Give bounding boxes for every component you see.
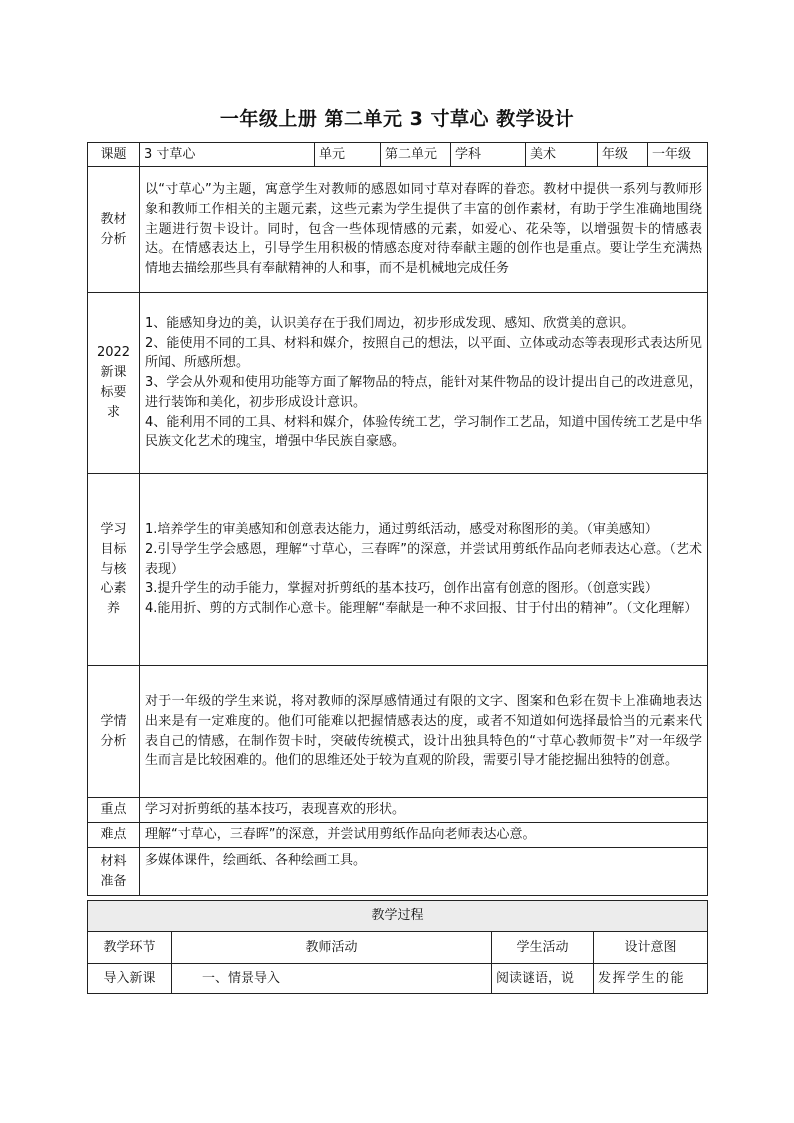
learning-goals-text <box>140 474 708 666</box>
lesson-info-table <box>87 142 708 896</box>
materials-row <box>88 848 708 896</box>
table-row <box>88 964 708 994</box>
lesson-value: 3 寸草心 <box>140 143 315 167</box>
standard-item-2: 2、能使用不同的工具、材料和媒介，按照自己的想法，以平面、立体或动态等表现形式表达所见所闻、所感所想。 <box>145 335 702 371</box>
document-title: 一年级上册 第二单元 3 寸草心 教学设计 <box>219 108 575 130</box>
student-analysis-text: 对于一年级的学生来说，将对教师的深厚感情通过有限的文字、图案和色彩在贺卡上准确地表达出来是有一定难度的。他们可能难以把握情感表达的度，或者不知道如何选择最恰当的元素来代表自己的情感，在制作贺卡时，突破传统模式，设计出独具特色的“寸草心教师贺卡”对一年级学生而言是比较困难的。他们的思维还处于较为直观的阶段，需要引导才能挖掘出独特的创意。 <box>140 666 708 798</box>
teaching-process-table <box>87 900 708 994</box>
standard-item-3: 3、学会从外观和使用功能等方面了解物品的特点，能针对某件物品的设计提出自己的改进意见，进行装饰和美化，初步形成设计意识。 <box>145 375 702 410</box>
standard-item-4: 4、能利用不同的工具、材料和媒介，体验传统工艺，学习制作工艺品，知道中国传统工艺是中华民族文化艺术的瑰宝，增强中华民族自豪感。 <box>145 414 702 450</box>
lesson-label: 课题 <box>88 143 140 167</box>
design-intent-cell: 发挥学生的能 <box>594 964 708 994</box>
standard-item-1: 1、能感知身边的美，认识美存在于我们周边，初步形成发现、感知、欣赏美的意识。 <box>145 315 635 331</box>
difficulty-label: 难点 <box>88 823 140 848</box>
curriculum-standard-row <box>88 293 708 474</box>
subject-label: 学科 <box>451 143 526 167</box>
process-heading: 教学过程 <box>88 901 708 932</box>
materials-text: 多媒体课件，绘画纸、各种绘画工具。 <box>140 848 708 896</box>
goal-item-4: 4.能用折、剪的方式制作心意卡。能理解“奉献是一种不求回报、甘于付出的精神”。（文化理解） <box>145 601 698 617</box>
teacher-activity-cell: 一、情景导入 <box>172 964 492 994</box>
student-analysis-row <box>88 666 708 798</box>
material-analysis-text: 以“寸草心”为主题，寓意学生对教师的感恩如同寸草对春晖的眷恋。教材中提供一系列与教师形象和教师工作相关的主题元素，这些元素为学生提供了丰富的创作素材，有助于学生准确地围绕主题进行贺卡设计。同时，包含一些体现情感的元素，如爱心、花朵等，以增强贺卡的情感表达。在情感表达上，引导学生用积极的情感态度对待奉献主题的创作也是重点。要让学生充满热情地去描绘那些具有奉献精神的人和事，而不是机械地完成任务 <box>140 167 708 293</box>
student-activity-cell: 阅读谜语，说 <box>492 964 594 994</box>
column-header-stage: 教学环节 <box>88 932 172 964</box>
grade-label: 年级 <box>598 143 648 167</box>
materials-label: 材料 准备 <box>88 848 140 896</box>
unit-label: 单元 <box>315 143 381 167</box>
difficulty-row <box>88 823 708 848</box>
goal-item-1: 1.培养学生的审美感知和创意表达能力，通过剪纸活动，感受对称图形的美。（审美感知） <box>145 522 658 537</box>
material-analysis-label: 教材 分析 <box>88 167 140 293</box>
student-analysis-label: 学情 分析 <box>88 666 140 798</box>
process-heading-row <box>88 901 708 932</box>
process-header-row <box>88 932 708 964</box>
header-row <box>88 143 708 167</box>
column-header-teacher-activity: 教师活动 <box>172 932 492 964</box>
subject-value: 美术 <box>526 143 598 167</box>
unit-value: 第二单元 <box>381 143 451 167</box>
grade-value: 一年级 <box>648 143 708 167</box>
key-point-text: 学习对折剪纸的基本技巧，表现喜欢的形状。 <box>140 798 708 823</box>
column-header-design-intent: 设计意图 <box>594 932 708 964</box>
difficulty-text: 理解“寸草心，三春晖”的深意，并尝试用剪纸作品向老师表达心意。 <box>140 823 708 848</box>
stage-cell: 导入新课 <box>88 964 172 994</box>
column-header-student-activity: 学生活动 <box>492 932 594 964</box>
key-point-label: 重点 <box>88 798 140 823</box>
learning-goals-row <box>88 474 708 666</box>
curriculum-standard-label: 2022 新课 标要 求 <box>88 293 140 474</box>
key-point-row <box>88 798 708 823</box>
learning-goals-label: 学习 目标 与核 心素 养 <box>88 474 140 666</box>
goal-item-3: 3.提升学生的动手能力，掌握对折剪纸的基本技巧，创作出富有创意的图形。（创意实践） <box>145 581 658 597</box>
curriculum-standard-text <box>140 293 708 474</box>
goal-item-2: 2.引导学生学会感恩，理解“寸草心，三春晖”的深意，并尝试用剪纸作品向老师表达心意。（艺术表现） <box>145 541 702 577</box>
material-analysis-row <box>88 167 708 293</box>
